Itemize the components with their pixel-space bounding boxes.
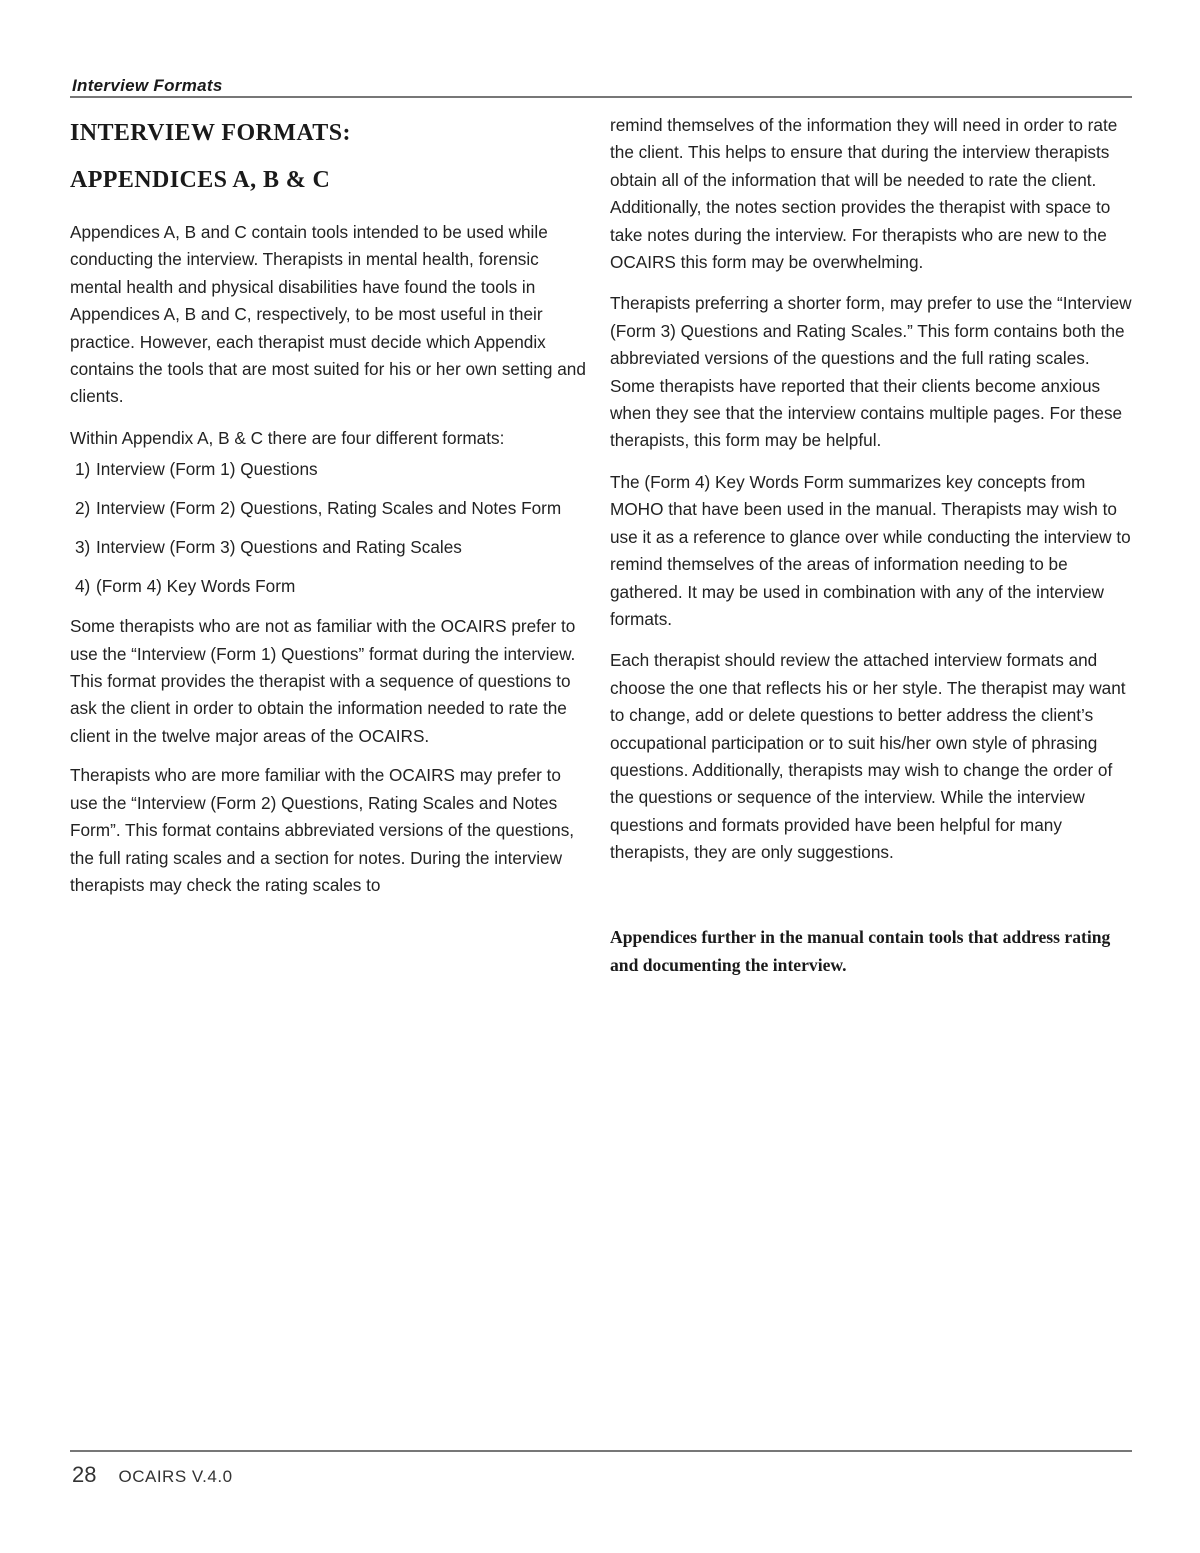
list-item xyxy=(70,456,590,482)
intro-paragraph: Appendices A, B and C contain tools intended to be used while conducting the interview. Therapists in mental health, forensic mental health and physical disabilities have found the tools in Appendices A, B and C, respectively, to be most useful in their practice. However, each therapist must decide which Appendix contains the tools that are most suited for his or her own setting and clients. xyxy=(70,222,586,407)
left-column xyxy=(70,112,590,899)
header-rule xyxy=(70,96,1132,98)
continued-paragraph: remind themselves of the information they will need in order to rate the client. This helps to ensure that during the interview therapists obtain all of the information that will be needed to rate the client. Additionally, the notes section provides the therapist with space to take notes during the interview. For therapists who are new to the OCAIRS this form may be overwhelming. xyxy=(610,115,1118,273)
right-column xyxy=(610,112,1134,979)
list-number: 4) xyxy=(75,576,91,597)
document-name: OCAIRS V.4.0 xyxy=(118,1467,233,1486)
bold-note: Appendices further in the manual contain tools that address rating and documenting the interview. xyxy=(610,926,1111,975)
form3-paragraph: Therapists preferring a shorter form, may prefer to use the “Interview (Form 3) Questions and Rating Scales.” This form contains both the abbreviated versions of the questions and the full rating scales. Some therapists have reported that their clients become anxious when they see that the interview contains multiple pages. For these therapists, this form may be helpful. xyxy=(610,293,1132,451)
list-item xyxy=(70,534,590,560)
footer xyxy=(72,1462,233,1488)
formats-list xyxy=(70,456,590,599)
list-number: 2) xyxy=(75,498,91,519)
review-paragraph: Each therapist should review the attached interview formats and choose the one that reflects his or her style. The therapist may want to change, add or delete questions to better address the client’s occupational participation or to suit his/her own style of phrasing questions. Additionally, therapists may wish to change the order of the questions or sequence of the interview. While the interview questions and formats provided have been helpful for many therapists, they are only suggestions. xyxy=(610,650,1126,863)
list-text: Interview (Form 2) Questions, Rating Scales and Notes Form xyxy=(96,498,562,519)
formats-lead: Within Appendix A, B & C there are four different formats: xyxy=(70,427,505,448)
page-number: 28 xyxy=(72,1462,97,1487)
list-item xyxy=(70,573,590,599)
list-number: 3) xyxy=(75,537,91,558)
list-number: 1) xyxy=(75,459,91,480)
list-text: Interview (Form 1) Questions xyxy=(96,459,318,480)
section-title-line1: INTERVIEW FORMATS: xyxy=(70,120,351,146)
form1-paragraph: Some therapists who are not as familiar with the OCAIRS prefer to use the “Interview (Form 1) Questions” format during the interview. This format provides the therapist with a sequence of questions to ask the client in order to obtain the information needed to rate the client in the twelve major areas of the OCAIRS. xyxy=(70,616,576,746)
list-text: (Form 4) Key Words Form xyxy=(96,576,296,597)
form2-paragraph: Therapists who are more familiar with the OCAIRS may prefer to use the “Interview (Form 2) Questions, Rating Scales and Notes Form”. This format contains abbreviated versions of the questions, the full rating scales and a section for notes. During the interview therapists may check the rating scales to xyxy=(70,765,575,895)
list-text: Interview (Form 3) Questions and Rating Scales xyxy=(96,537,462,558)
list-item xyxy=(70,495,590,521)
section-title-line2: APPENDICES A, B & C xyxy=(70,167,331,193)
running-header: Interview Formats xyxy=(72,76,223,95)
footer-rule xyxy=(70,1450,1132,1452)
form4-paragraph: The (Form 4) Key Words Form summarizes key concepts from MOHO that have been used in the manual. Therapists may wish to use it as a reference to glance over while conducting the interview to remind themselves of the areas of information needing to be gathered. It may be used in combination with any of the interview formats. xyxy=(610,471,1131,629)
